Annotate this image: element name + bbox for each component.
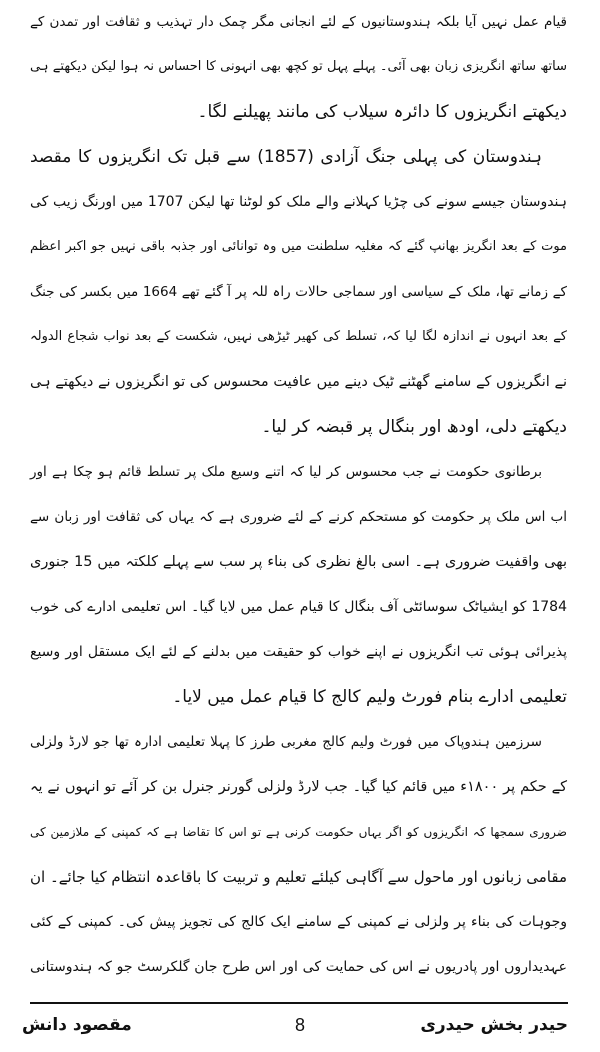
page-number: 8 bbox=[294, 1015, 305, 1035]
text-line: ہندوستان جیسے سونے کی چڑیا کہلانے والے ملک کو لوٹنا تھا لیکن 1707 میں اورنگ زیب کی bbox=[30, 194, 567, 210]
footer-author: حیدر بخش حیدری bbox=[420, 1015, 568, 1035]
text-line: پذیرائی ہوئی تب انگریزوں نے اپنے خواب کو حقیقت میں بدلنے کے لئے ایک مستقل اور وسیع bbox=[30, 644, 567, 660]
text-line: 1784 کو ایشیاٹک سوسائٹی آف بنگال کا قیام عمل میں لایا گیا۔ اس تعلیمی ادارے کی خوب bbox=[30, 599, 567, 615]
paragraph-first-line: برطانوی حکومت نے جب محسوس کر لیا کہ اتنے وسیع ملک پر تسلط قائم ہو چکا ہے اور bbox=[30, 464, 542, 480]
text-line: کے زمانے تھا، ملک کے سیاسی اور سماجی حالات راہ للہ پر آ گئے تھے 1664 میں بکسر کی جنگ bbox=[30, 284, 567, 300]
text-line: موت کے بعد انگریز بھانپ گئے کہ مغلیہ سلطنت میں وہ توانائی اور جذبہ باقی نہیں جو اکبر اعظم bbox=[30, 239, 567, 254]
text-line: قیام عمل نہیں آیا بلکہ ہندوستانیوں کے لئے انجانی مگر چمک دار تہذیب و ثقافت اور تمدن کے bbox=[30, 14, 567, 30]
footer-book-title: مقصود دانش bbox=[22, 1015, 132, 1035]
paragraph-first-line: ہندوستان کی پہلی جنگ آزادی (1857) سے قبل تک انگریزوں کا مقصد bbox=[30, 147, 542, 167]
text-line: مقامی زبانوں اور ماحول سے آگاہی کیلئے تعلیم و تربیت کا باقاعدہ انتظام کیا جائے۔ ان bbox=[30, 868, 567, 886]
text-line: بھی واقفیت ضروری ہے۔ اسی بالغ نظری کی بناء پر سب سے پہلے کلکتہ میں 15 جنوری bbox=[30, 554, 567, 570]
text-line: دیکھتے دلی، اودھ اور بنگال پر قبضہ کر لیا۔ bbox=[261, 417, 567, 437]
paragraph-first-line: سرزمین ہندوپاک میں فورٹ ولیم کالج مغربی طرز کا پہلا تعلیمی ادارہ تھا جو لارڈ ولزلی bbox=[30, 734, 542, 750]
text-line: کے بعد انہوں نے اندازہ لگا لیا کہ، تسلط کی کھیر ٹیڑھی نہیں، شکست کے بعد نواب شجاع الدولہ bbox=[30, 329, 567, 344]
text-line: ساتھ ساتھ انگریزی زبان بھی آئی۔ پہلے پہل تو کچھ بھی انہونی کا احساس نہ ہوا لیکن دیکھتے ہی bbox=[30, 59, 567, 74]
text-line: اب اس ملک پر حکومت کو مستحکم کرنے کے لئے ضروری ہے کہ یہاں کی ثقافت اور زبان سے bbox=[30, 509, 567, 525]
text-line: نے انگریزوں کے سامنے گھٹنے ٹیک دینے میں عافیت محسوس کی تو انگریزوں نے دیکھتے ہی bbox=[30, 374, 567, 390]
text-line: دیکھتے انگریزوں کا دائرہ سیلاب کی مانند پھیلنے لگا۔ bbox=[197, 102, 567, 122]
text-line: عہدیداروں اور پادریوں نے اس کی حمایت کی اور اس طرح جان گلکرسٹ جو کہ ہندوستانی bbox=[30, 959, 567, 975]
text-line: وجوہات کی بناء پر ولزلی نے کمپنی کے سامنے ایک کالج کی تجویز پیش کی۔ کمپنی کے کئی bbox=[30, 914, 567, 930]
text-line: ضروری سمجھا کہ انگریزوں کو اگر یہاں حکومت کرنی ہے تو اس کا تقاضا ہے کہ کمپنی کے ملازمین کی bbox=[30, 825, 567, 839]
footer-divider bbox=[30, 1002, 568, 1004]
text-line: تعلیمی ادارے بنام فورٹ ولیم کالج کا قیام عمل میں لایا۔ bbox=[172, 687, 567, 707]
text-line: کے حکم پر ۱۸۰۰ء میں قائم کیا گیا۔ جب لارڈ ولزلی گورنر جنرل بن کر آئے تو انہوں نے یہ bbox=[30, 779, 567, 795]
